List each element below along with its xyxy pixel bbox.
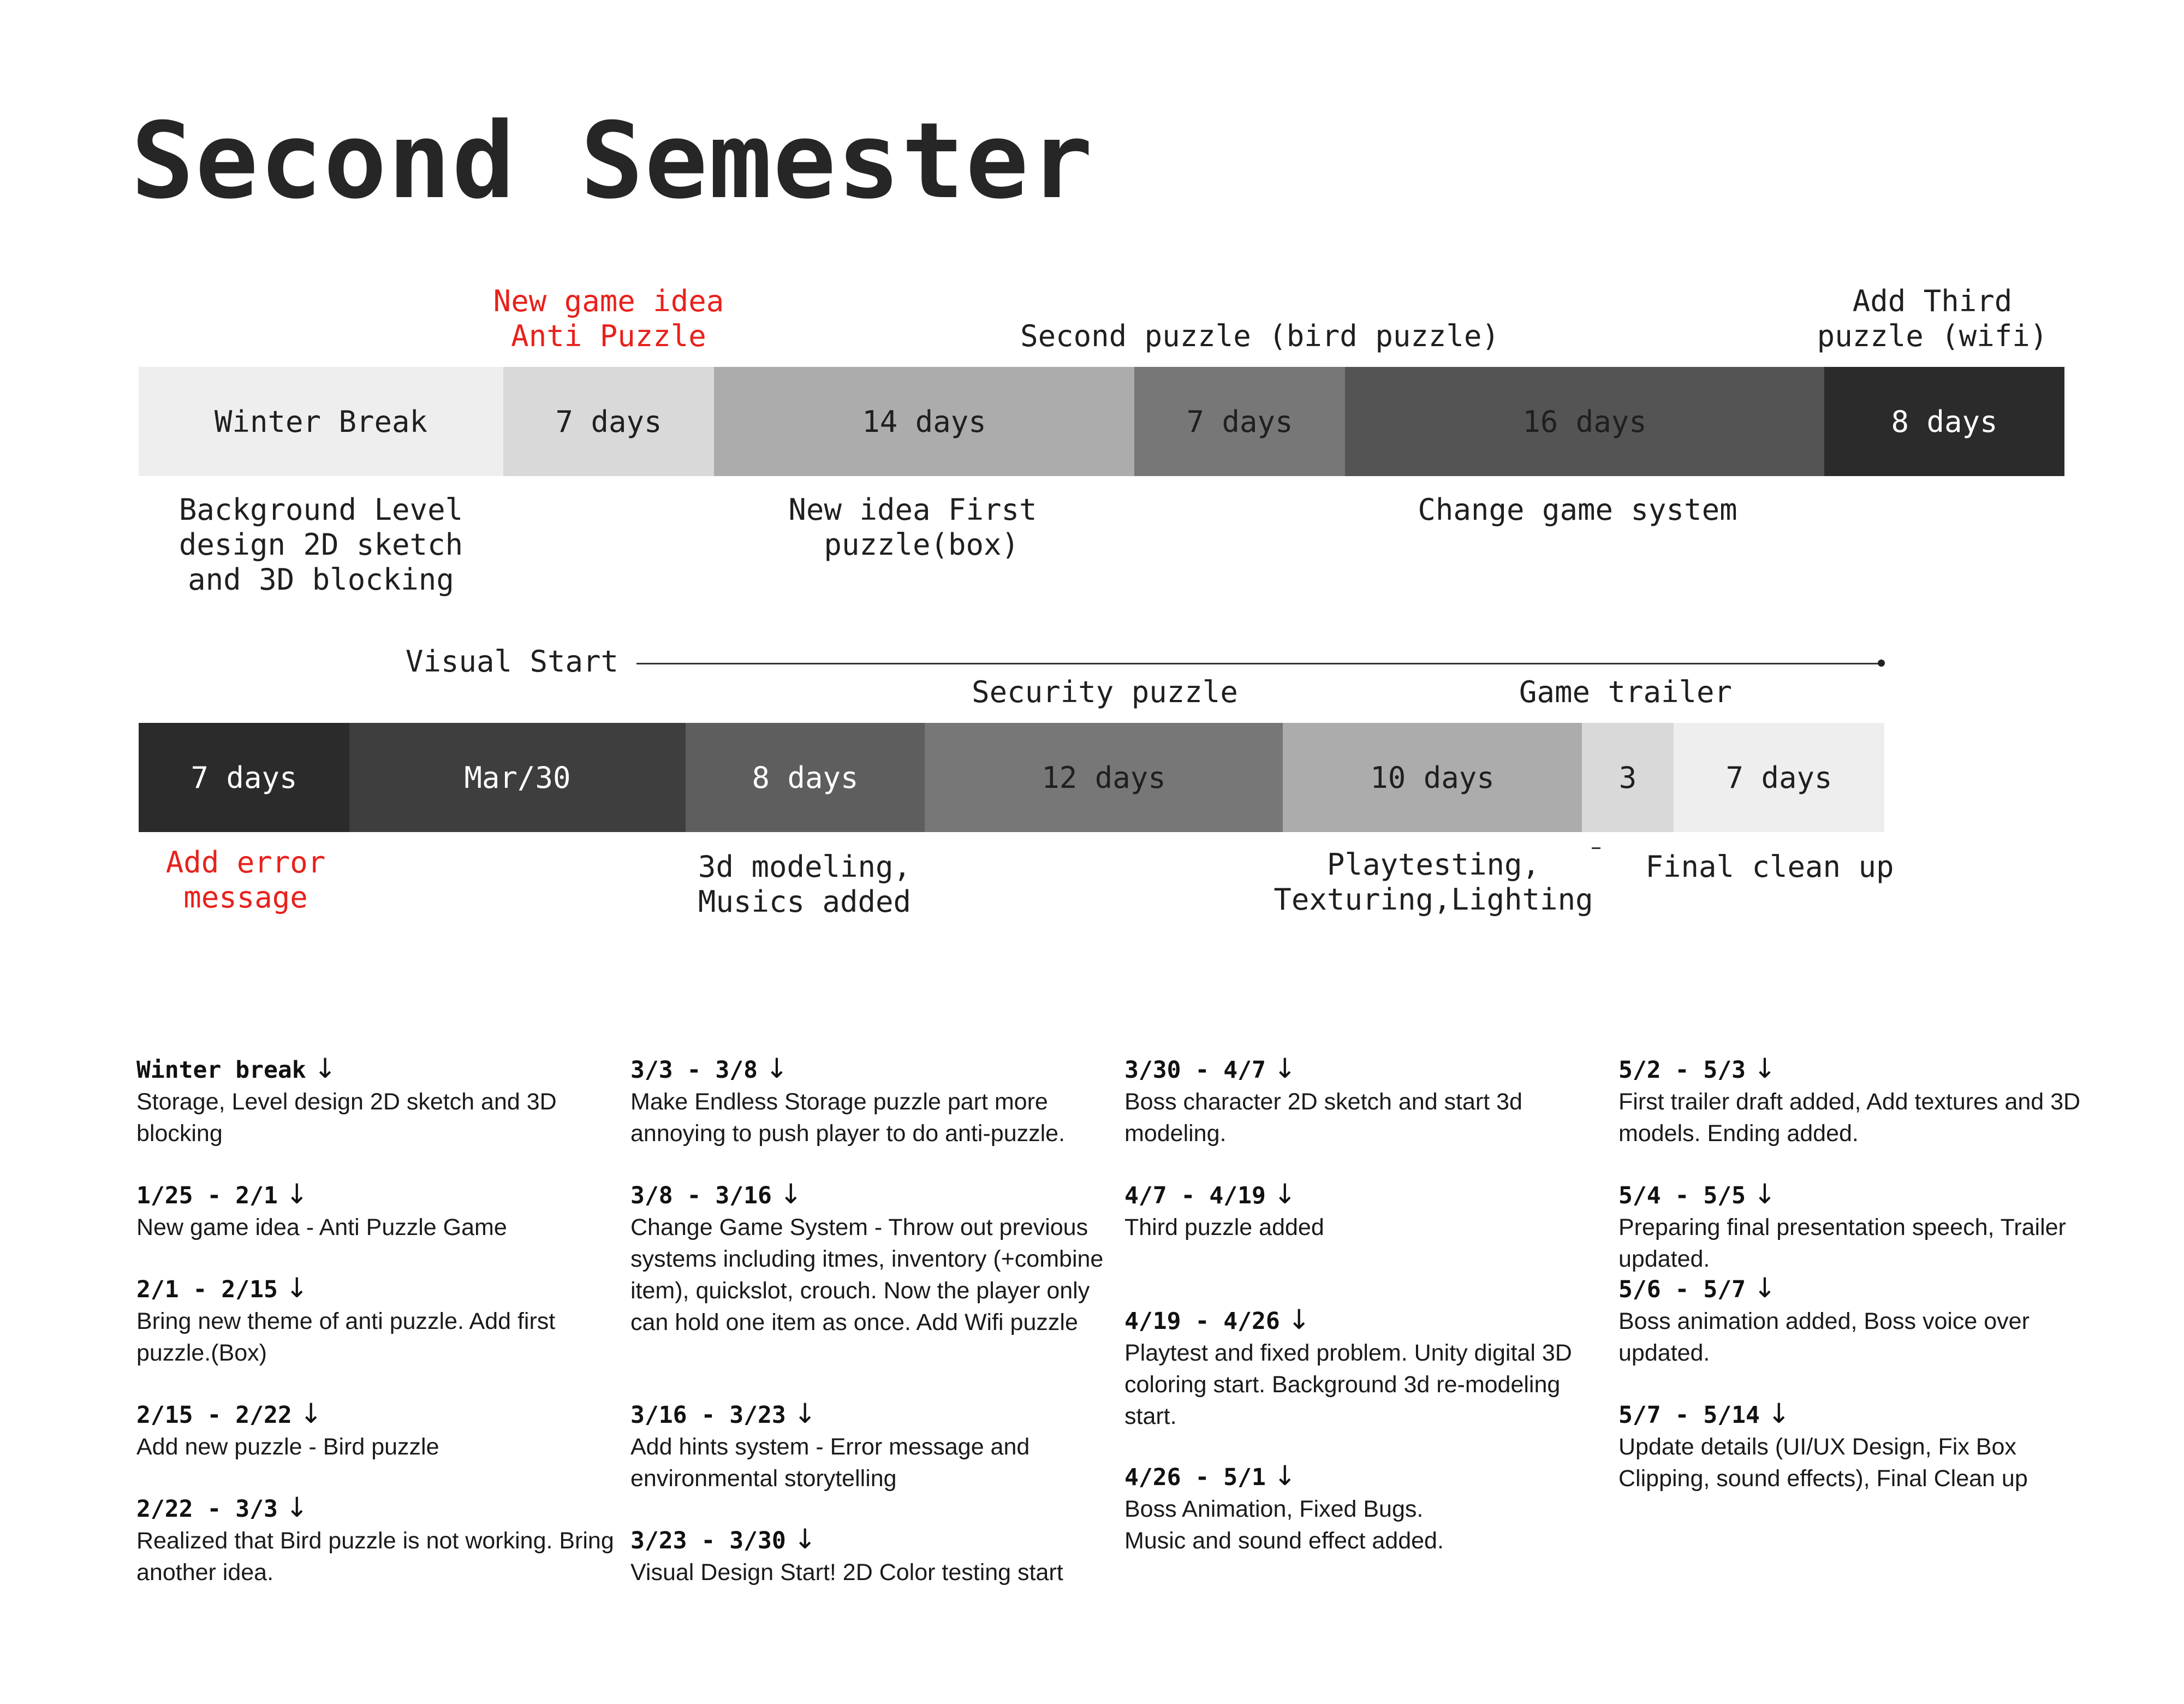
log-entry <box>630 1053 1111 1149</box>
log-entry-body: Change Game System - Throw out previous systems including itmes, inventory (+combine item), quickslot, crouch. Now the player only can hold one item as once. Add Wifi puzzle <box>630 1214 1104 1335</box>
timeline-segment: 7 days <box>139 723 349 832</box>
arrow-down-icon: ↓ <box>1273 1053 1296 1084</box>
row2-bottom-label-error-message: Add error message <box>165 845 326 915</box>
log-entry <box>1124 1304 1605 1432</box>
row2-bottom-label-playtesting: Playtesting, Texturing,Lighting <box>1273 847 1593 917</box>
arrow-down-icon: ↓ <box>1753 1178 1776 1210</box>
arrow-down-icon: ↓ <box>1273 1178 1296 1210</box>
log-entry <box>136 1492 617 1588</box>
log-entry-head: 5/2 - 5/3 ↓ <box>1618 1053 1776 1084</box>
arrow-down-icon: ↓ <box>779 1178 802 1210</box>
row2-bottom-label-final-clean-up: Final clean up <box>1645 850 1894 884</box>
page-title: Second Semester <box>131 100 1094 222</box>
row1-top-label-second-puzzle: Second puzzle (bird puzzle) <box>1020 319 1499 353</box>
log-entry-body: Boss animation added, Boss voice over updated. <box>1618 1308 2030 1366</box>
log-entry-body: Third puzzle added <box>1124 1214 1324 1240</box>
log-entry-body: Playtest and fixed problem. Unity digital 3D coloring start. Background 3d re-modeling start. <box>1124 1340 1572 1429</box>
timeline-bar-1 <box>139 367 2064 476</box>
log-entry-head: 3/16 - 3/23 ↓ <box>630 1398 817 1429</box>
log-entry <box>630 1523 1111 1588</box>
arrow-down-icon: ↓ <box>285 1178 308 1210</box>
row1-top-label-third-puzzle: Add Third puzzle (wifi) <box>1817 284 2048 353</box>
log-entry-head: 3/30 - 4/7 ↓ <box>1124 1053 1296 1084</box>
log-entry <box>136 1398 617 1463</box>
row2-top-label-security: Security puzzle <box>972 675 1238 709</box>
arrow-down-icon: ↓ <box>285 1492 308 1523</box>
arrow-down-icon: ↓ <box>765 1053 788 1084</box>
log-entry-body: Bring new theme of anti puzzle. Add first puzzle.(Box) <box>136 1308 556 1366</box>
timeline-segment: 10 days <box>1283 723 1582 832</box>
arrow-down-icon: ↓ <box>1273 1460 1296 1492</box>
log-entry-body: Realized that Bird puzzle is not working. Bring another idea. <box>136 1528 614 1586</box>
log-entry <box>1618 1053 2099 1149</box>
arrow-down-icon: ↓ <box>313 1053 337 1084</box>
timeline-segment: 7 days <box>1134 367 1345 476</box>
log-entry <box>136 1178 617 1243</box>
log-entry-head: 4/19 - 4/26 ↓ <box>1124 1304 1311 1335</box>
log-entry <box>1618 1178 2099 1275</box>
log-entry-body: Update details (UI/UX Design, Fix Box Clipping, sound effects), Final Clean up <box>1618 1434 2028 1492</box>
visual-start-label: Visual Start <box>405 644 619 679</box>
arrow-down-icon: ↓ <box>793 1398 817 1429</box>
row2-bottom-label-modeling: 3d modeling, Musics added <box>698 850 912 919</box>
timeline-segment: 3 <box>1582 723 1674 832</box>
log-entry-head: 2/15 - 2/22 ↓ <box>136 1398 323 1429</box>
log-entry-head: 2/22 - 3/3 ↓ <box>136 1492 308 1523</box>
timeline-segment: 7 days <box>1674 723 1884 832</box>
log-entry-body: Visual Design Start! 2D Color testing start <box>630 1559 1063 1586</box>
log-entry-head: 3/23 - 3/30 ↓ <box>630 1523 817 1555</box>
log-entry <box>1618 1272 2099 1369</box>
row1-bottom-label-change-system: Change game system <box>1418 492 1737 527</box>
log-entry-body: New game idea - Anti Puzzle Game <box>136 1214 507 1240</box>
arrow-down-icon: ↓ <box>1287 1304 1311 1335</box>
timeline-bar-2 <box>139 723 1884 832</box>
arrow-down-icon: ↓ <box>1753 1053 1776 1084</box>
row1-top-label-new-game-idea: New game idea Anti Puzzle <box>493 284 724 353</box>
timeline-segment: Winter Break <box>139 367 503 476</box>
log-entry <box>1124 1460 1605 1557</box>
log-entry-head: 1/25 - 2/1 ↓ <box>136 1178 308 1210</box>
log-entry <box>136 1053 617 1149</box>
log-entry-head: 3/8 - 3/16 ↓ <box>630 1178 802 1210</box>
log-entry <box>1618 1398 2099 1494</box>
row2-tick-mark <box>1592 847 1600 849</box>
log-entry-head: 4/7 - 4/19 ↓ <box>1124 1178 1296 1210</box>
log-entry-head: 5/7 - 5/14 ↓ <box>1618 1398 1790 1429</box>
row1-bottom-label-first-puzzle: New idea First puzzle(box) <box>788 492 1037 562</box>
log-entry-body: Preparing final presentation speech, Trailer updated. <box>1618 1214 2066 1272</box>
log-entry-body: First trailer draft added, Add textures and 3D models. Ending added. <box>1618 1089 2081 1147</box>
arrow-down-icon: ↓ <box>1753 1272 1776 1304</box>
arrow-down-icon: ↓ <box>793 1523 817 1555</box>
visual-start-line <box>636 663 1883 664</box>
log-entry-body: Boss character 2D sketch and start 3d modeling. <box>1124 1089 1522 1147</box>
log-entry-body: Make Endless Storage puzzle part more annoying to push player to do anti-puzzle. <box>630 1089 1066 1147</box>
log-entry <box>136 1272 617 1369</box>
row2-top-label-trailer: Game trailer <box>1519 675 1733 709</box>
arrow-down-icon: ↓ <box>1767 1398 1790 1429</box>
timeline-segment: Mar/30 <box>349 723 686 832</box>
arrow-down-icon: ↓ <box>299 1398 323 1429</box>
timeline-segment: 12 days <box>925 723 1283 832</box>
log-entry-body: Add new puzzle - Bird puzzle <box>136 1434 439 1460</box>
log-entry <box>1124 1053 1605 1149</box>
log-entry <box>630 1178 1111 1338</box>
visual-start-endpoint <box>1878 660 1885 667</box>
log-entry-body: Boss Animation, Fixed Bugs. Music and sound effect added. <box>1124 1496 1444 1554</box>
timeline-segment: 7 days <box>503 367 714 476</box>
log-entry-body: Add hints system - Error message and environmental storytelling <box>630 1434 1030 1492</box>
row1-bottom-label-background: Background Level design 2D sketch and 3D blocking <box>178 492 463 597</box>
log-entry-head: Winter break ↓ <box>136 1053 337 1084</box>
timeline-segment: 8 days <box>1824 367 2064 476</box>
arrow-down-icon: ↓ <box>285 1272 308 1304</box>
log-entry-head: 3/3 - 3/8 ↓ <box>630 1053 788 1084</box>
timeline-segment: 16 days <box>1345 367 1824 476</box>
log-entry-head: 4/26 - 5/1 ↓ <box>1124 1460 1296 1492</box>
log-entry <box>1124 1178 1605 1243</box>
log-entry-head: 5/4 - 5/5 ↓ <box>1618 1178 1776 1210</box>
log-entry-body: Storage, Level design 2D sketch and 3D blocking <box>136 1089 557 1147</box>
log-entry <box>630 1398 1111 1494</box>
log-entry-head: 5/6 - 5/7 ↓ <box>1618 1272 1776 1304</box>
timeline-segment: 8 days <box>686 723 925 832</box>
timeline-segment: 14 days <box>714 367 1134 476</box>
log-entry-head: 2/1 - 2/15 ↓ <box>136 1272 308 1304</box>
